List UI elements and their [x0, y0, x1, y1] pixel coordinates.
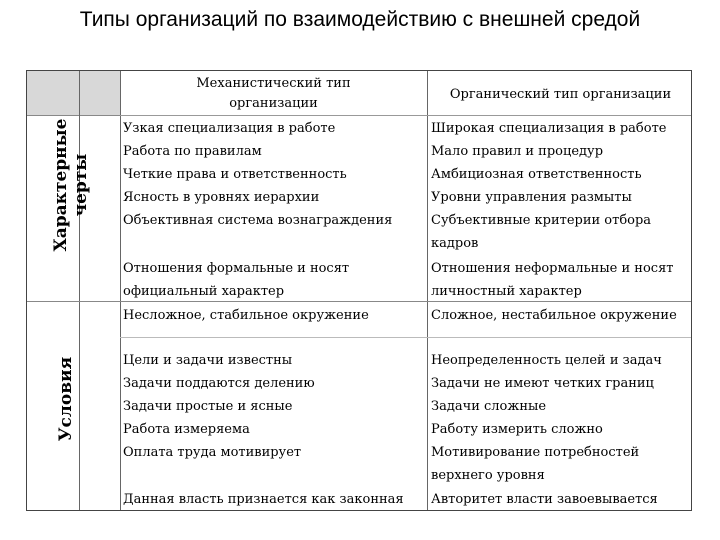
list-item: Уровни управления размыты: [431, 190, 632, 205]
label-column-divider: [120, 71, 121, 510]
list-item: Ясность в уровнях иерархии: [123, 190, 320, 205]
list-item: Данная власть признается как законная: [123, 492, 404, 507]
list-item: Узкая специализация в работе: [123, 121, 336, 136]
mechanistic-authority: [123, 488, 404, 511]
mechanistic-header: [120, 74, 427, 114]
list-item: Задачи поддаются делению: [123, 376, 315, 391]
organic-authority: [431, 488, 658, 511]
mechanistic-relations: [123, 257, 349, 303]
list-item: Субъективные критерии отбора: [431, 213, 652, 228]
list-item: Отношения формальные и носят: [123, 261, 350, 276]
comparison-table: [26, 70, 692, 511]
organic-header: Органический тип организации: [449, 87, 672, 102]
list-item: Мало правил и процедур: [431, 144, 604, 159]
mechanistic-environment: [123, 304, 369, 327]
list-item: Объективная система вознаграждения: [123, 213, 393, 228]
list-item: Задачи не имеют четких границ: [431, 376, 654, 391]
organic-environment: [431, 304, 677, 327]
list-item: кадров: [431, 236, 479, 251]
list-item: Четкие права и ответственность: [123, 167, 347, 182]
list-item: официальный характер: [123, 284, 285, 299]
header-divider: [120, 115, 691, 116]
list-item: Несложное, стабильное окружение: [123, 308, 369, 323]
conditions-divider: [120, 337, 691, 338]
list-item: Работа по правилам: [123, 144, 262, 159]
list-item: Мотивирование потребностей: [431, 445, 640, 460]
conditions-label: Условия: [56, 356, 76, 442]
list-item: Амбициозная ответственность: [431, 167, 642, 182]
type-column-divider: [427, 71, 428, 510]
organic-conditions-list: [431, 349, 662, 487]
list-item: верхнего уровня: [431, 468, 545, 483]
characteristics-label-line2: черты: [71, 153, 91, 217]
list-item: Задачи сложные: [431, 399, 547, 414]
mechanistic-header-line1: Механистический тип: [196, 76, 351, 91]
list-item: Цели и задачи известны: [123, 353, 293, 368]
mechanistic-header-line2: организации: [229, 96, 318, 111]
characteristics-side-label: [51, 90, 95, 280]
list-item: Сложное, нестабильное окружение: [431, 308, 677, 323]
mechanistic-characteristics-list: [123, 117, 392, 232]
list-item: Отношения неформальные и носят: [431, 261, 674, 276]
organic-characteristics-list: [431, 117, 666, 255]
organic-relations: [431, 257, 673, 303]
conditions-side-label: [56, 344, 78, 454]
list-item: Работу измерить сложно: [431, 422, 603, 437]
mechanistic-conditions-list: [123, 349, 315, 464]
page-title: Типы организаций по взаимодействию с внешней средой: [79, 8, 641, 31]
list-item: Работа измеряема: [123, 422, 250, 437]
list-item: Авторитет власти завоевывается: [431, 492, 658, 507]
characteristics-label-line1: Характерные: [51, 118, 71, 252]
list-item: личностный характер: [431, 284, 582, 299]
list-item: Задачи простые и ясные: [123, 399, 293, 414]
list-item: Широкая специализация в работе: [431, 121, 667, 136]
list-item: Оплата труда мотивирует: [123, 445, 302, 460]
list-item: Неопределенность целей и задач: [431, 353, 662, 368]
